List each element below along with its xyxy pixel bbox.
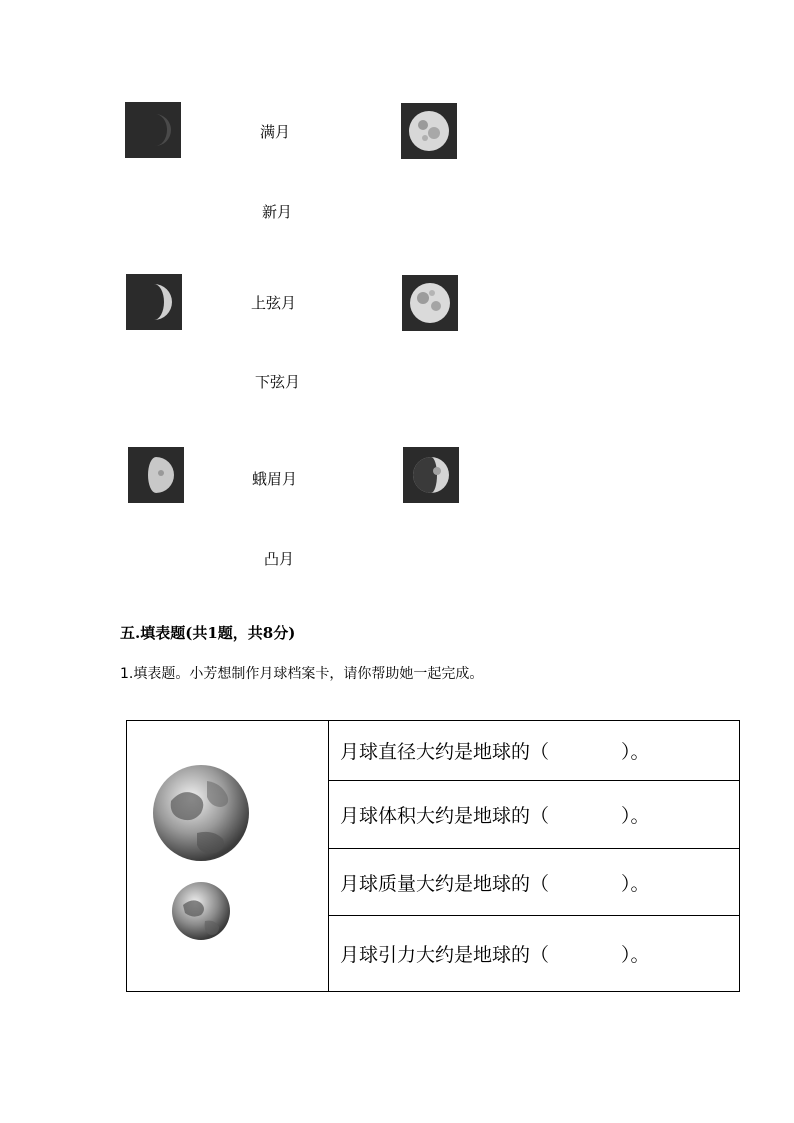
earth-moon-illustration bbox=[127, 721, 328, 991]
moon-profile-card bbox=[126, 720, 740, 992]
row-close: ）。 bbox=[621, 872, 650, 895]
phase-label-new-moon: 新月 bbox=[262, 203, 293, 221]
card-row-mass bbox=[328, 849, 739, 916]
phase-label-gibbous: 凸月 bbox=[264, 550, 295, 568]
phase-label-last-quarter: 下弦月 bbox=[255, 373, 301, 391]
row-close: ）。 bbox=[621, 741, 650, 763]
section-title: 五.填表题(共1题，共8分) bbox=[120, 624, 296, 642]
row-close: ）。 bbox=[621, 805, 650, 827]
phase-label-crescent: 蛾眉月 bbox=[252, 470, 298, 488]
row-text: 月球引力大约是地球的（ bbox=[340, 944, 550, 966]
earth-icon bbox=[153, 765, 249, 861]
card-image-cell bbox=[127, 721, 329, 991]
row-text: 月球直径大约是地球的（ bbox=[340, 741, 550, 763]
crescent-moon-icon bbox=[125, 102, 181, 158]
card-row-gravity bbox=[328, 916, 739, 991]
full-moon-icon bbox=[401, 103, 457, 159]
card-row-diameter bbox=[328, 721, 739, 781]
row-text: 月球体积大约是地球的（ bbox=[340, 805, 550, 827]
full-moon-icon bbox=[402, 275, 458, 331]
question-text: 1.填表题。小芳想制作月球档案卡，请你帮助她一起完成。 bbox=[120, 666, 484, 682]
row-close: ）。 bbox=[621, 944, 650, 966]
card-row-volume bbox=[328, 781, 739, 849]
row-text: 月球质量大约是地球的（ bbox=[340, 872, 550, 895]
phase-label-full-moon: 满月 bbox=[260, 123, 291, 141]
phase-label-first-quarter: 上弦月 bbox=[251, 294, 297, 312]
moon-icon bbox=[172, 882, 230, 940]
gibbous-moon-icon bbox=[403, 447, 459, 503]
gibbous-moon-icon bbox=[128, 447, 184, 503]
first-quarter-moon-icon bbox=[126, 274, 182, 330]
